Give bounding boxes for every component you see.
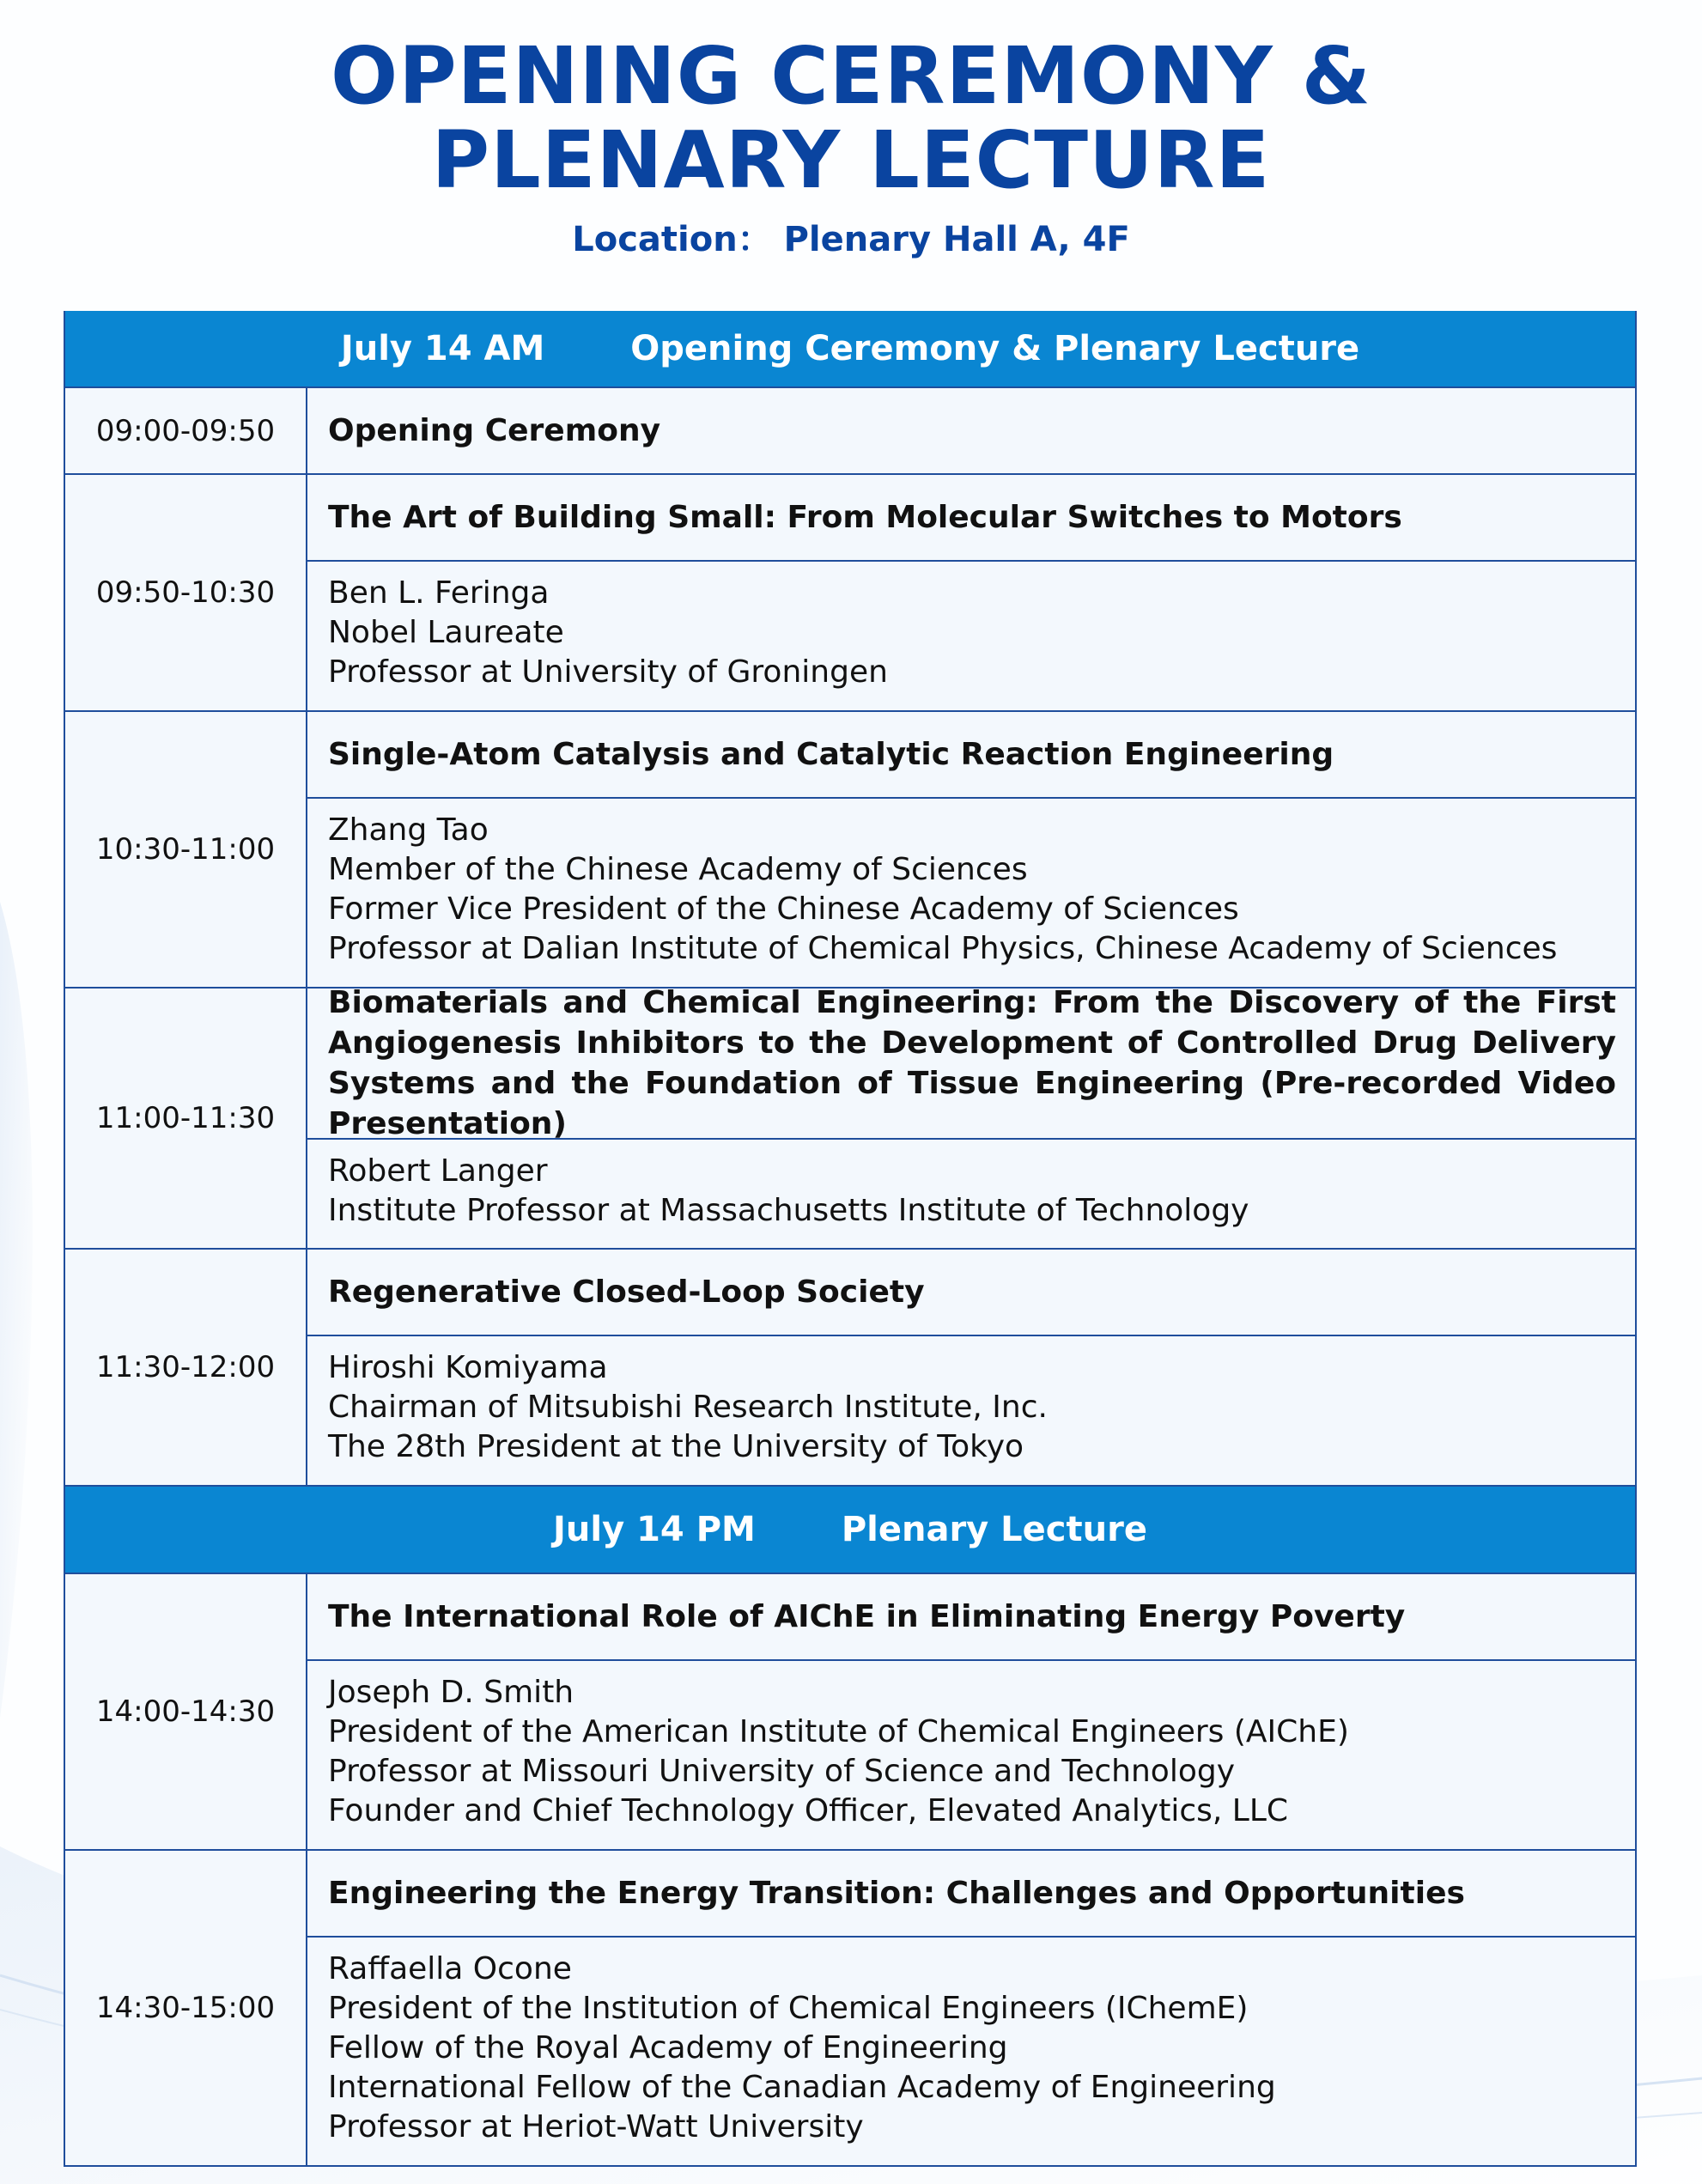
session-content: [307, 712, 1635, 987]
speaker-name: Raffaella Ocone: [328, 1951, 572, 1986]
time-slot: 09:00-09:50: [65, 388, 307, 473]
speaker-info: [307, 799, 1635, 987]
talk-title: The Art of Building Small: From Molecular Switches to Motors: [307, 475, 1635, 562]
section-name: Plenary Lecture: [841, 1510, 1147, 1549]
speaker-affiliation: Member of the Chinese Academy of Sciences: [328, 852, 1028, 887]
speaker-affiliation: Professor at University of Groningen: [328, 654, 888, 690]
speaker-affiliation: Founder and Chief Technology Officer, Elevated Analytics, LLC: [328, 1793, 1289, 1828]
table-row: [65, 475, 1635, 712]
section-header-pm: [65, 1487, 1635, 1574]
session-content: [307, 475, 1635, 710]
speaker-affiliation: Chairman of Mitsubishi Research Institute, Inc.: [328, 1390, 1048, 1425]
speaker-affiliation: Former Vice President of the Chinese Academy of Sciences: [328, 891, 1239, 927]
title-line-1: OPENING CEREMONY &: [331, 30, 1371, 122]
speaker-affiliation: International Fellow of the Canadian Academy of Engineering: [328, 2070, 1276, 2105]
speaker-name: Robert Langer: [328, 1153, 548, 1189]
speaker-affiliation: President of the Institution of Chemical Engineers (IChemE): [328, 1991, 1249, 2026]
page-title: [0, 30, 1702, 206]
session-content: [307, 1250, 1635, 1485]
time-slot: 11:00-11:30: [65, 989, 307, 1248]
speaker-affiliation: Institute Professor at Massachusetts Institute of Technology: [328, 1193, 1249, 1228]
speaker-info: [307, 1140, 1635, 1248]
table-row: [65, 985, 1635, 1250]
talk-title: The International Role of AIChE in Eliminating Energy Poverty: [307, 1574, 1635, 1661]
session-content: [307, 985, 1635, 1248]
section-day: July 14 PM: [553, 1510, 756, 1549]
section-name: Opening Ceremony & Plenary Lecture: [630, 329, 1360, 368]
time-slot: 11:30-12:00: [65, 1250, 307, 1485]
talk-title: Engineering the Energy Transition: Challenges and Opportunities: [307, 1851, 1635, 1938]
section-day: July 14 AM: [340, 329, 545, 368]
speaker-name: Hiroshi Komiyama: [328, 1350, 608, 1385]
session-content: [307, 388, 1635, 473]
speaker-affiliation: Professor at Heriot-Watt University: [328, 2109, 864, 2144]
title-line-2: PLENARY LECTURE: [431, 114, 1271, 206]
table-row: [65, 1250, 1635, 1487]
page-header: [0, 0, 1702, 261]
speaker-affiliation: President of the American Institute of Chemical Engineers (AIChE): [328, 1714, 1349, 1749]
location: Location： Plenary Hall A, 4F: [572, 220, 1130, 259]
speaker-info: [307, 1938, 1635, 2165]
speaker-affiliation: The 28th President at the University of Tokyo: [328, 1429, 1024, 1464]
talk-title: Opening Ceremony: [328, 413, 661, 448]
table-row: [65, 1851, 1635, 2165]
table-row: [65, 1574, 1635, 1851]
speaker-info: [307, 1336, 1635, 1485]
speaker-affiliation: Fellow of the Royal Academy of Engineering: [328, 2030, 1008, 2065]
speaker-affiliation: Professor at Dalian Institute of Chemical Physics, Chinese Academy of Sciences: [328, 931, 1558, 966]
table-row: [65, 388, 1635, 475]
session-content: [307, 1851, 1635, 2165]
session-content: [307, 1574, 1635, 1849]
time-slot: 10:30-11:00: [65, 712, 307, 987]
time-slot: 09:50-10:30: [65, 475, 307, 710]
speaker-info: [307, 562, 1635, 710]
talk-title: Biomaterials and Chemical Engineering: From the Discovery of the First Angiogenesis Inhibitors to the Development of Controlled Drug Delivery Systems and the Foundation of Tissue Engineering (Pre-recorded Video Presentation): [307, 989, 1635, 1140]
time-slot: 14:00-14:30: [65, 1574, 307, 1849]
speaker-affiliation: Nobel Laureate: [328, 615, 564, 650]
time-slot: 14:30-15:00: [65, 1851, 307, 2165]
speaker-name: Zhang Tao: [328, 812, 489, 848]
speaker-affiliation: Professor at Missouri University of Science and Technology: [328, 1754, 1236, 1789]
table-row: [65, 712, 1635, 989]
speaker-info: [307, 1661, 1635, 1849]
section-header-am: [65, 311, 1635, 388]
speaker-name: Joseph D. Smith: [328, 1675, 574, 1710]
schedule-table: [64, 311, 1637, 2167]
talk-title: Single-Atom Catalysis and Catalytic Reaction Engineering: [307, 712, 1635, 799]
talk-title: Regenerative Closed-Loop Society: [307, 1250, 1635, 1336]
speaker-name: Ben L. Feringa: [328, 575, 550, 611]
